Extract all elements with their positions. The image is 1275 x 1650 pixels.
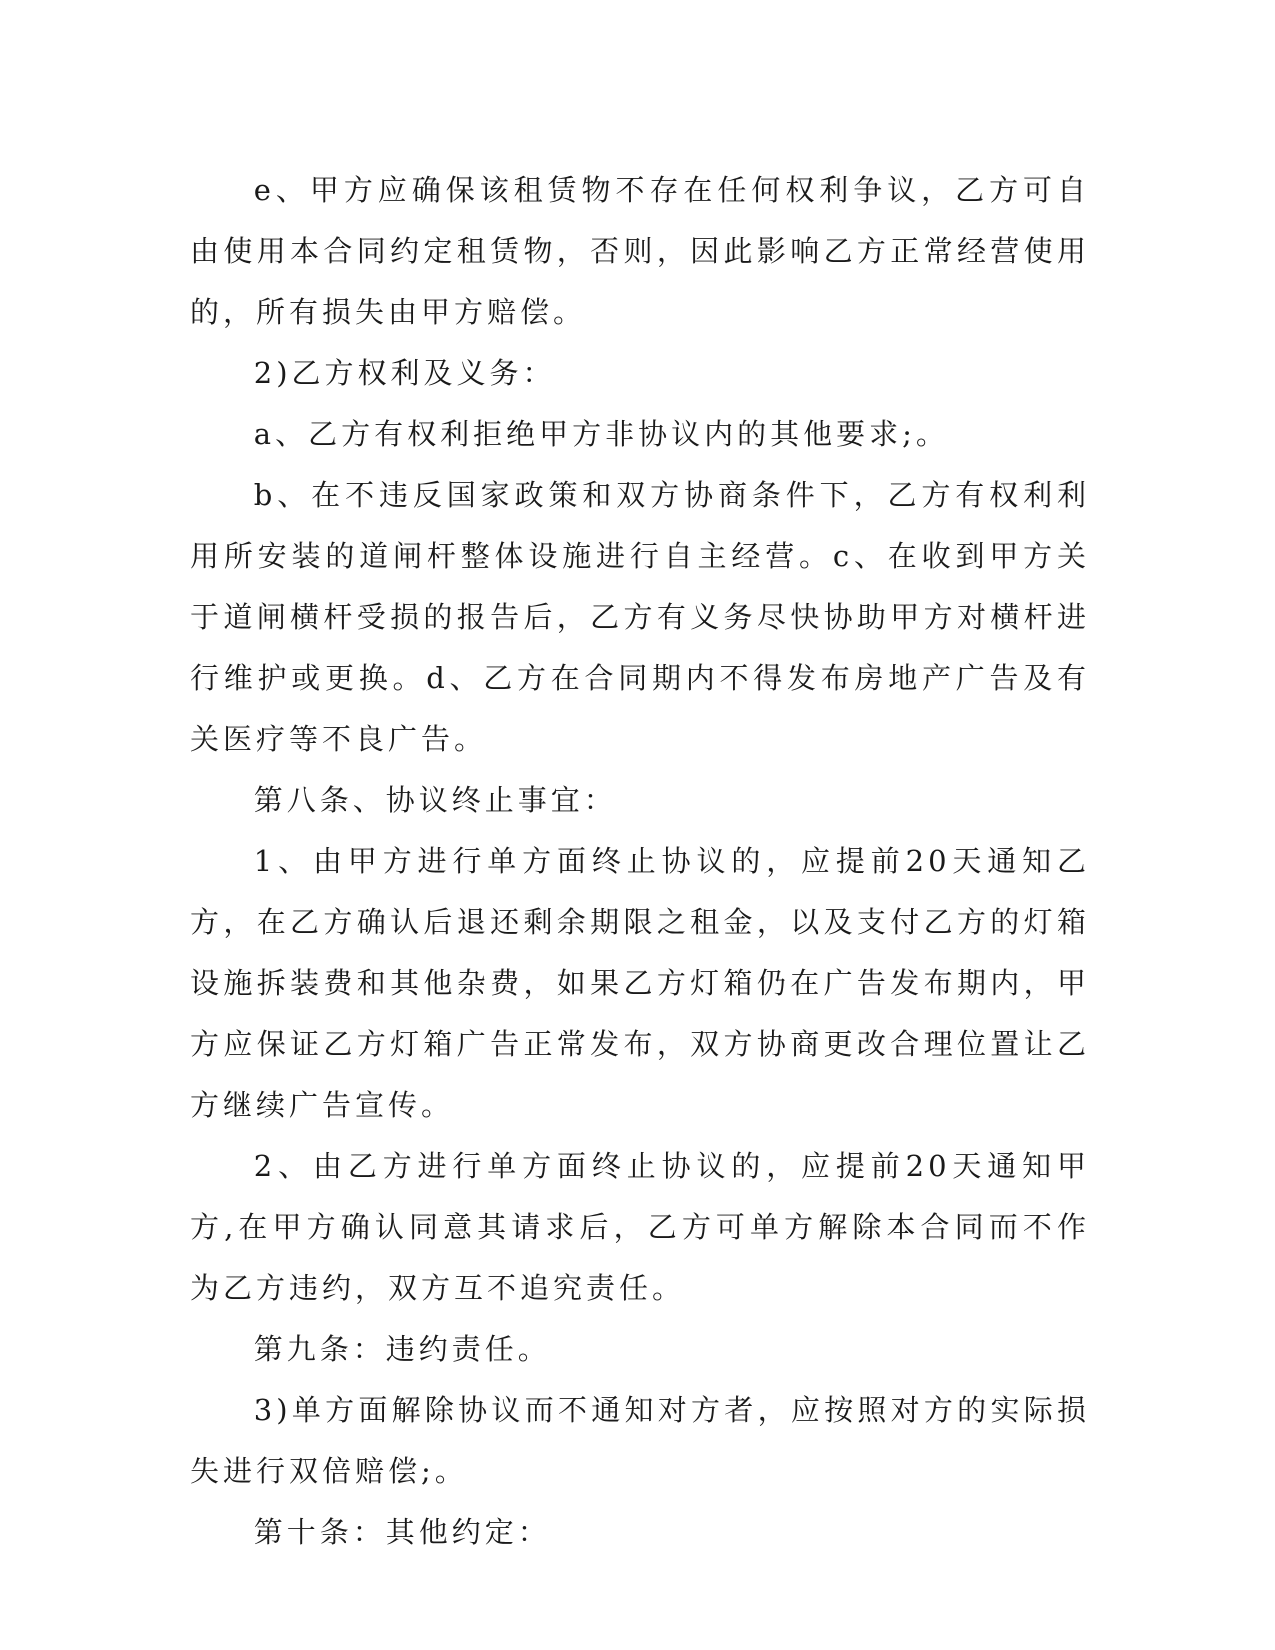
paragraph-lessee-right-a: a、乙方有权利拒绝甲方非协议内的其他要求;。: [253, 417, 949, 451]
paragraph-article-8-item-1: 1、由甲方进行单方面终止协议的，应提前20天通知乙方，在乙方确认后退还剩余期限之租金，以及支付乙方的灯箱设施拆装费和其他杂费，如果乙方灯箱仍在广告发布期内，甲方应保证乙方灯箱广告正常发布，双方协商更改合理位置让乙方继续广告宣传。: [190, 844, 1090, 1122]
paragraph-lessor-guarantee: e、甲方应确保该租赁物不存在任何权利争议，乙方可自由使用本合同约定租赁物，否则，因此影响乙方正常经营使用的，所有损失由甲方赔偿。: [190, 173, 1090, 329]
paragraph-lessee-rights-heading: 2)乙方权利及义务：: [253, 356, 556, 390]
document-body: [190, 160, 1090, 1563]
paragraph-lessee-right-b-c-d: b、在不违反国家政策和双方协商条件下，乙方有权利利用所安装的道闸杆整体设施进行自主经营。c、在收到甲方关于道闸横杆受损的报告后，乙方有义务尽快协助甲方对横杆进行维护或更换。d、乙方在合同期内不得发布房地产广告及有关医疗等不良广告。: [190, 478, 1090, 756]
paragraph-article-9-heading: 第九条：违约责任。: [253, 1332, 551, 1366]
paragraph-article-8-item-2: 2、由乙方进行单方面终止协议的，应提前20天通知甲方,在甲方确认同意其请求后，乙方可单方解除本合同而不作为乙方违约，双方互不追究责任。: [190, 1149, 1090, 1305]
paragraph-article-8-heading: 第八条、协议终止事宜：: [253, 783, 617, 817]
paragraph-article-10-heading: 第十条：其他约定：: [253, 1515, 551, 1549]
paragraph-article-9-item-3: 3)单方面解除协议而不通知对方者，应按照对方的实际损失进行双倍赔偿;。: [190, 1393, 1090, 1488]
